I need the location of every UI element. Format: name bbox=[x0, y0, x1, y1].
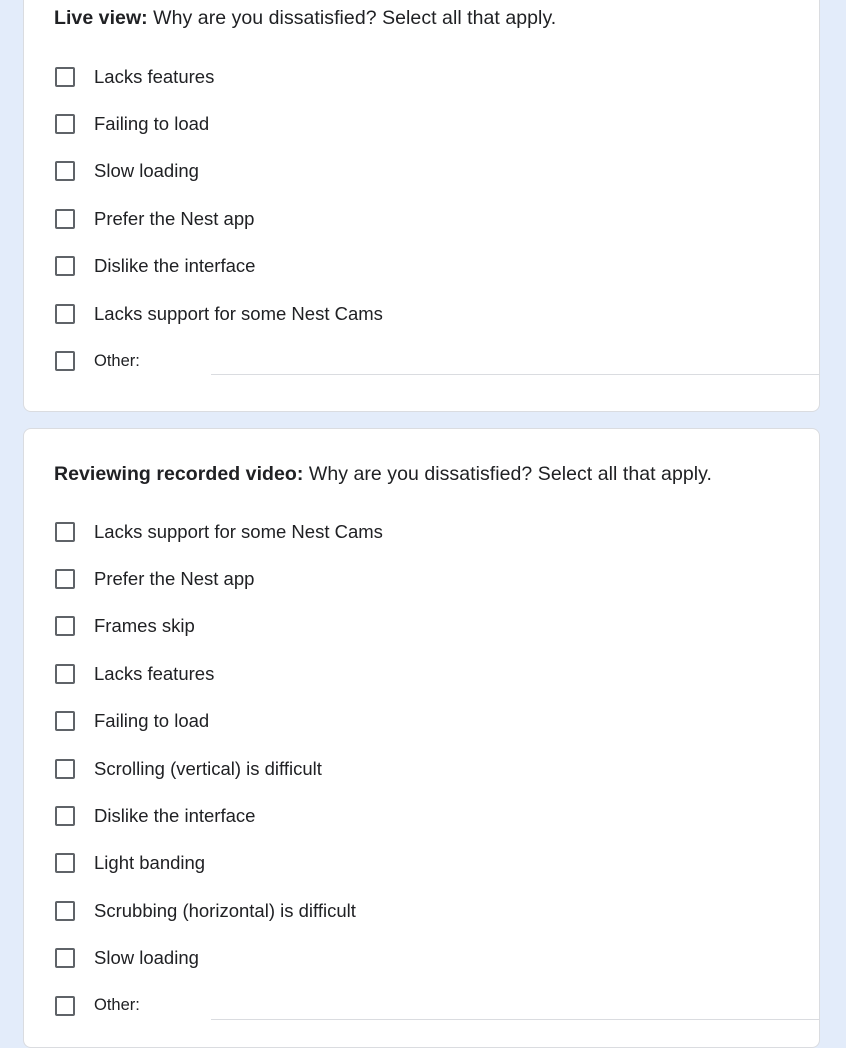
checkbox-icon[interactable] bbox=[55, 759, 75, 779]
option-lacks-features[interactable] bbox=[54, 650, 819, 697]
option-label: Lacks features bbox=[94, 662, 215, 684]
option-label: Dislike the interface bbox=[94, 805, 256, 827]
checkbox-icon[interactable] bbox=[55, 901, 75, 921]
question-text: Why are you dissatisfied? Select all that apply. bbox=[303, 463, 712, 485]
option-label: Lacks features bbox=[94, 65, 215, 87]
checkbox-icon[interactable] bbox=[55, 522, 75, 542]
checkbox-icon[interactable] bbox=[55, 161, 75, 181]
option-label: Slow loading bbox=[94, 947, 199, 969]
other-text-input[interactable] bbox=[211, 995, 820, 1020]
checkbox-icon[interactable] bbox=[55, 664, 75, 684]
question-card-recorded-video bbox=[23, 428, 820, 1048]
option-lacks-support-nest-cams[interactable] bbox=[54, 290, 819, 337]
options-list bbox=[54, 508, 819, 1029]
option-dislike-interface[interactable] bbox=[54, 243, 819, 290]
option-label: Failing to load bbox=[94, 113, 210, 135]
question-label: Live view: bbox=[54, 7, 148, 29]
option-label: Light banding bbox=[94, 852, 206, 874]
question-label: Reviewing recorded video: bbox=[54, 463, 304, 485]
option-failing-to-load[interactable] bbox=[54, 698, 819, 745]
options-list bbox=[54, 53, 819, 385]
option-label: Slow loading bbox=[94, 160, 199, 182]
checkbox-icon[interactable] bbox=[55, 256, 75, 276]
option-label: Scrubbing (horizontal) is difficult bbox=[94, 899, 356, 921]
question-title bbox=[54, 7, 556, 30]
option-frames-skip[interactable] bbox=[54, 603, 819, 650]
checkbox-icon[interactable] bbox=[55, 209, 75, 229]
checkbox-icon[interactable] bbox=[55, 948, 75, 968]
option-other[interactable] bbox=[54, 982, 819, 1029]
option-lacks-support-nest-cams[interactable] bbox=[54, 508, 819, 555]
option-scrubbing-difficult[interactable] bbox=[54, 887, 819, 934]
option-label: Dislike the interface bbox=[94, 255, 256, 277]
question-text: Why are you dissatisfied? Select all that apply. bbox=[147, 7, 557, 29]
option-label: Prefer the Nest app bbox=[94, 568, 255, 590]
option-label: Lacks support for some Nest Cams bbox=[94, 302, 383, 324]
option-light-banding[interactable] bbox=[54, 840, 819, 887]
other-text-input[interactable] bbox=[211, 350, 820, 375]
other-label: Other: bbox=[94, 996, 140, 1015]
checkbox-icon[interactable] bbox=[55, 853, 75, 873]
question-title bbox=[54, 463, 712, 486]
option-label: Failing to load bbox=[94, 710, 210, 732]
question-card-live-view bbox=[23, 0, 820, 412]
checkbox-icon[interactable] bbox=[55, 114, 75, 134]
option-label: Scrolling (vertical) is difficult bbox=[94, 757, 322, 779]
checkbox-icon[interactable] bbox=[55, 304, 75, 324]
option-scrolling-difficult[interactable] bbox=[54, 745, 819, 792]
option-label: Frames skip bbox=[94, 615, 195, 637]
option-label: Prefer the Nest app bbox=[94, 207, 255, 229]
checkbox-icon[interactable] bbox=[55, 616, 75, 636]
checkbox-icon[interactable] bbox=[55, 569, 75, 589]
option-prefer-nest-app[interactable] bbox=[54, 195, 819, 242]
option-lacks-features[interactable] bbox=[54, 53, 819, 100]
option-slow-loading[interactable] bbox=[54, 148, 819, 195]
other-label: Other: bbox=[94, 351, 140, 370]
option-slow-loading[interactable] bbox=[54, 935, 819, 982]
checkbox-icon[interactable] bbox=[55, 711, 75, 731]
option-label: Lacks support for some Nest Cams bbox=[94, 520, 383, 542]
checkbox-icon[interactable] bbox=[55, 806, 75, 826]
checkbox-icon[interactable] bbox=[55, 351, 75, 371]
checkbox-icon[interactable] bbox=[55, 996, 75, 1016]
option-other[interactable] bbox=[54, 337, 819, 384]
option-failing-to-load[interactable] bbox=[54, 100, 819, 147]
option-prefer-nest-app[interactable] bbox=[54, 555, 819, 602]
checkbox-icon[interactable] bbox=[55, 67, 75, 87]
option-dislike-interface[interactable] bbox=[54, 792, 819, 839]
